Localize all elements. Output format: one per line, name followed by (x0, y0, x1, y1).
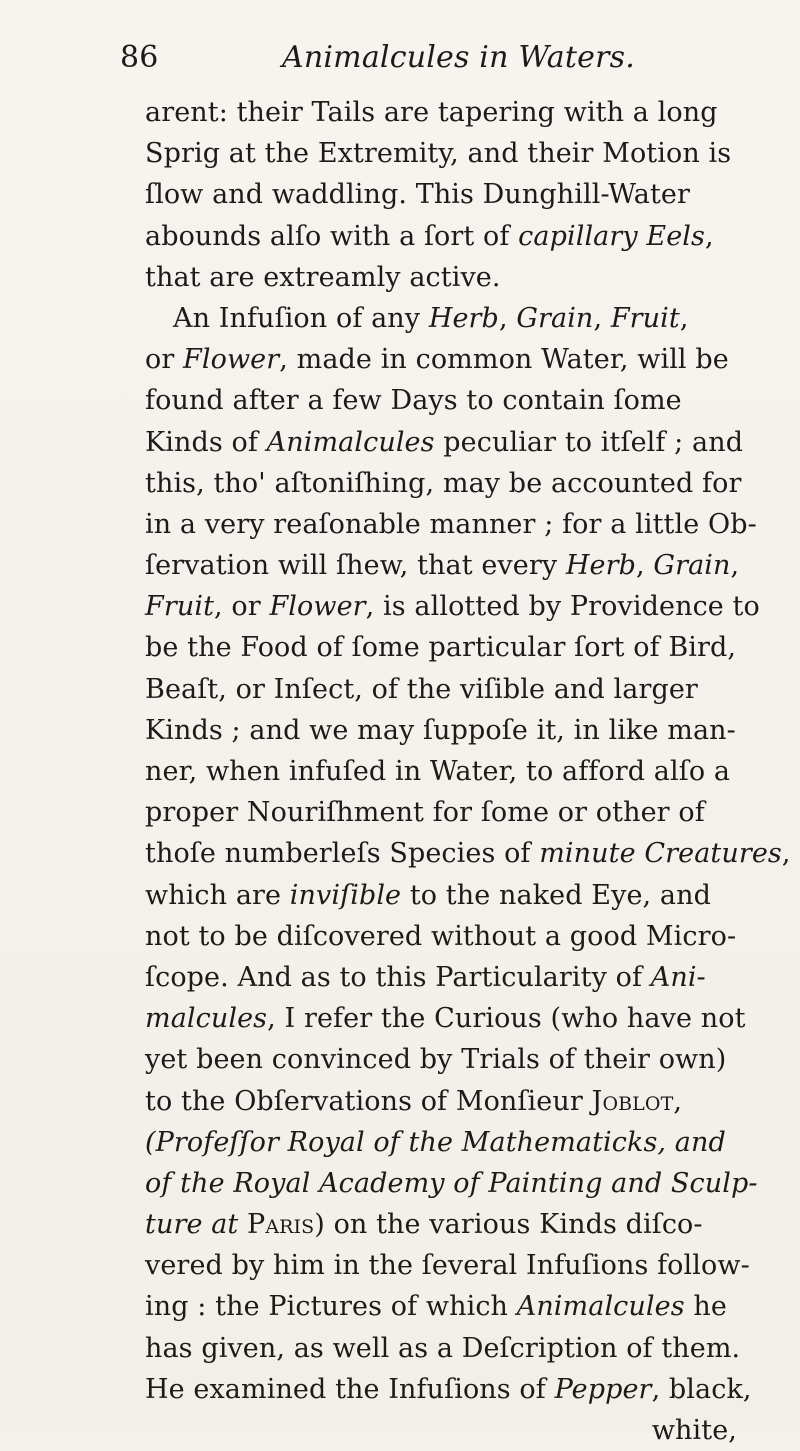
text-segment: inviſible (289, 879, 402, 911)
text-segment: proper Nouriſhment for ſome or other of (145, 797, 705, 829)
text-line (145, 1039, 765, 1080)
text-segment: ſervation will ſhew, that every (145, 550, 566, 582)
body-text (145, 92, 791, 1451)
text-segment: , made in common Water, will be (279, 344, 729, 376)
text-line (145, 1204, 765, 1245)
text-line (145, 1328, 765, 1369)
text-line (145, 1245, 765, 1286)
text-line (145, 92, 765, 133)
text-segment: in a very reaſonable manner ; for a little Ob- (145, 508, 757, 540)
text-segment: (Profeſſor Royal of the Mathematicks, and (145, 1126, 726, 1158)
text-segment: vered by him in the ſeveral Infuſions follow- (145, 1250, 750, 1282)
text-segment: white, (651, 1415, 737, 1446)
text-segment: , black, (651, 1373, 752, 1405)
text-segment: ing : the Pictures of which (145, 1291, 517, 1323)
text-segment: ſcope. And as to this Particularity of (145, 961, 651, 993)
text-line (145, 751, 765, 792)
text-line (145, 1163, 765, 1204)
text-segment: malcules (145, 1003, 268, 1035)
text-line (145, 586, 765, 627)
text-line (145, 1122, 765, 1163)
text-segment: ture at (145, 1209, 248, 1241)
text-line (145, 463, 765, 504)
text-segment: has given, as well as a Deſcription of them. (145, 1332, 741, 1364)
text-line (145, 1286, 765, 1327)
text-segment: or (145, 344, 184, 376)
text-segment: , I refer the Curious (who have not (267, 1003, 746, 1035)
text-segment: , (781, 838, 791, 870)
text-segment: Flower (183, 344, 280, 376)
text-line (145, 1410, 765, 1451)
text-segment: Fruit (610, 302, 680, 334)
text-segment: ſlow and waddling. This Dunghill-Water (145, 179, 690, 211)
text-segment: Kinds of (145, 426, 267, 458)
text-segment: minute Creatures (539, 838, 782, 870)
text-segment: to the Obſervations of Monſieur (145, 1085, 592, 1117)
text-segment: Herb (565, 550, 637, 582)
text-segment: Kinds ; and we may ſuppoſe it, in like man- (145, 714, 736, 746)
text-segment: Flower (269, 591, 366, 623)
page-number: 86 (120, 40, 159, 75)
text-line (145, 1369, 765, 1410)
text-line (145, 957, 765, 998)
text-line (145, 1081, 765, 1122)
text-segment: arent: their Tails are tapering with a long (145, 97, 718, 128)
text-line (145, 875, 765, 916)
text-segment: Pepper (554, 1373, 652, 1405)
text-line (145, 174, 765, 215)
text-segment: , (593, 302, 611, 334)
text-segment: he (684, 1291, 727, 1323)
text-segment: Grain (653, 550, 731, 582)
text-line (145, 710, 765, 751)
text-segment: ) on the various Kinds diſco- (314, 1209, 703, 1241)
text-line (145, 298, 765, 339)
text-segment: , (730, 550, 740, 582)
running-title: Animalcules in Waters. (282, 40, 635, 75)
text-segment: capillary Eels (518, 220, 705, 252)
text-line (145, 792, 765, 833)
text-segment: He examined the Infuſions of (145, 1373, 555, 1405)
text-segment: be the Food of ſome particular ſort of Bird, (145, 632, 737, 664)
text-line (145, 380, 765, 421)
text-line (145, 133, 765, 174)
text-segment: abounds alſo with a ſort of (145, 220, 519, 252)
text-segment: this, tho' aſtoniſhing, may be accounted for (145, 467, 742, 499)
text-line (145, 627, 765, 668)
text-segment: , (679, 302, 689, 334)
text-segment: that are extreamly active. (145, 261, 501, 293)
text-line (145, 216, 765, 257)
text-line (145, 257, 765, 298)
text-line (145, 833, 791, 874)
text-segment: of the Royal Academy of Painting and Sculp- (145, 1167, 758, 1199)
text-line (145, 422, 765, 463)
text-segment: Herb (428, 302, 499, 334)
text-segment: Grain (516, 302, 594, 334)
text-segment: thoſe numberleſs Species of (145, 838, 540, 870)
text-segment: Fruit (145, 591, 215, 623)
text-segment: to the naked Eye, and (401, 879, 711, 911)
text-segment: , (705, 220, 714, 252)
text-segment: , (673, 1085, 683, 1117)
text-segment: Paris (247, 1209, 315, 1241)
text-segment: Ani- (650, 961, 706, 993)
text-line (145, 916, 765, 957)
text-segment: Sprig at the Extremity, and their Motion is (145, 138, 732, 170)
text-segment: , (498, 302, 517, 334)
text-line (145, 998, 765, 1039)
running-head (120, 36, 680, 80)
text-segment: which are (145, 879, 290, 911)
text-segment: , (636, 550, 654, 582)
text-segment: found after a few Days to contain ſome (145, 385, 682, 417)
text-segment: , or (214, 591, 270, 623)
text-segment: Animalcules (266, 426, 435, 458)
text-segment: yet been convinced by Trials of their own) (145, 1044, 727, 1076)
text-line (145, 545, 765, 586)
text-segment: peculiar to itſelf ; and (434, 426, 744, 458)
text-line (145, 669, 765, 710)
text-segment: An Infuſion of any (173, 302, 429, 334)
text-segment: Joblot (591, 1085, 674, 1117)
text-segment: Beaſt, or Inſect, of the viſible and larger (145, 673, 698, 705)
text-segment: , is allotted by Providence to (365, 591, 760, 623)
text-segment: Animalcules (516, 1291, 685, 1323)
text-line (145, 339, 765, 380)
text-segment: not to be diſcovered without a good Micro- (145, 920, 737, 952)
text-segment: ner, when infuſed in Water, to afford alſo a (145, 756, 731, 787)
text-line (145, 504, 765, 545)
